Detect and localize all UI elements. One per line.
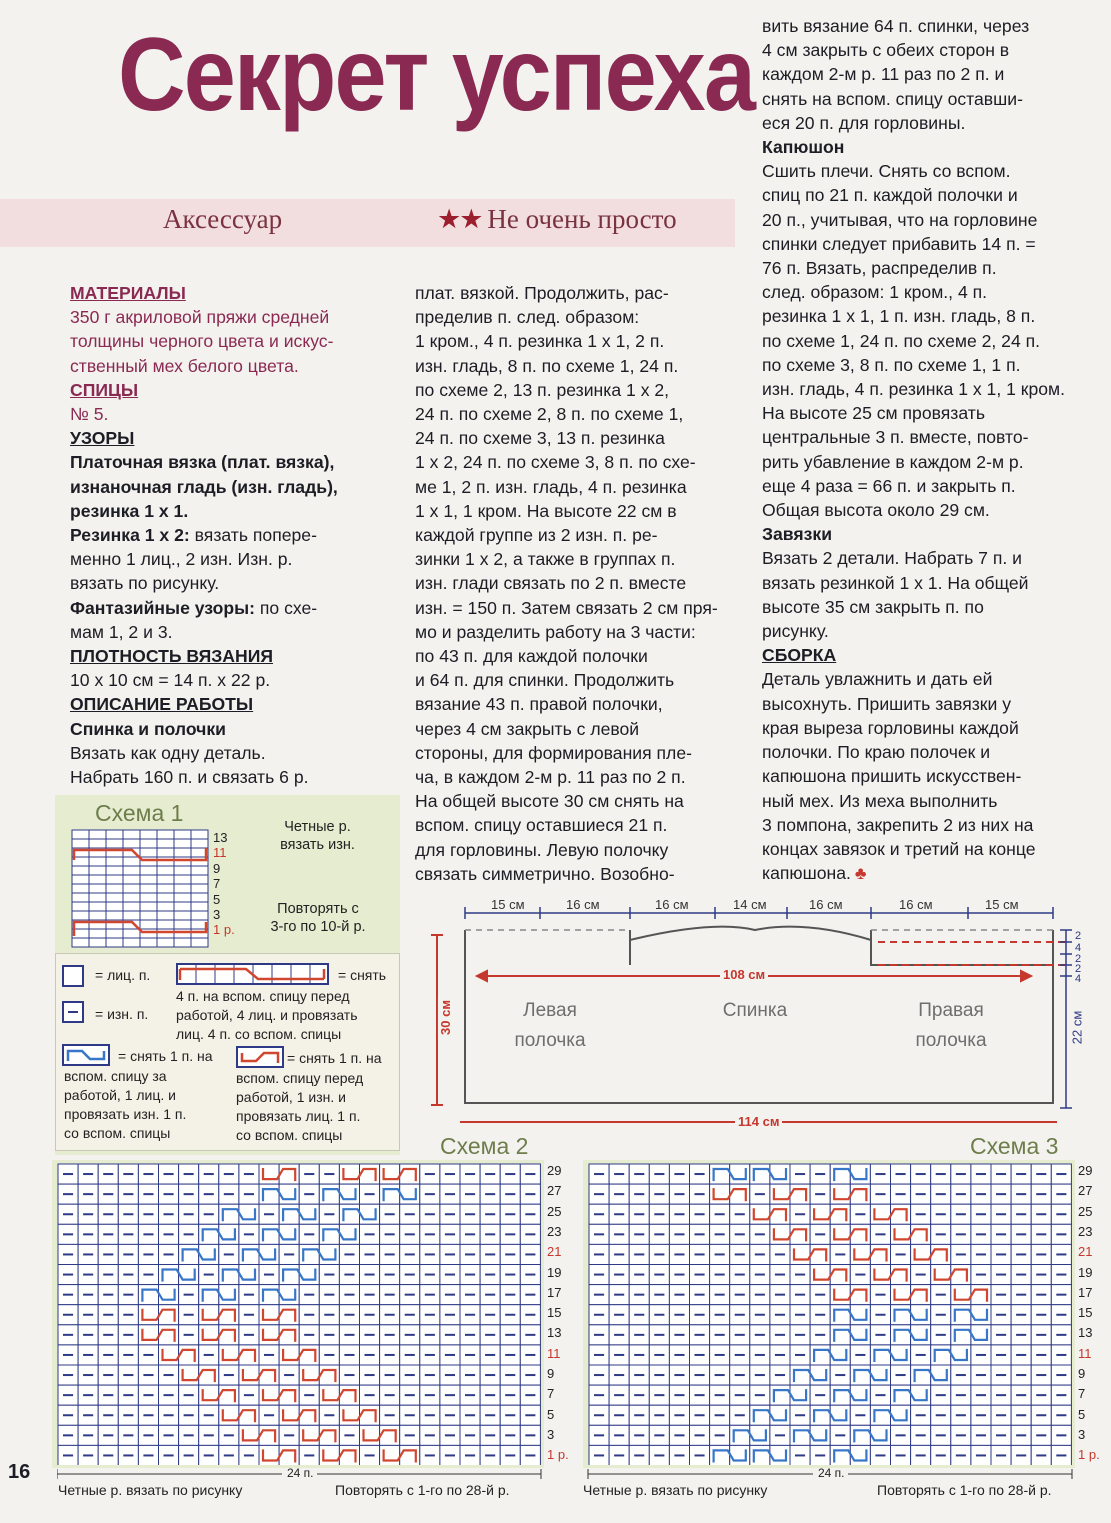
- text-line: спинки следует прибавить 14 п. =: [762, 233, 1036, 254]
- grid-cell: [123, 929, 140, 938]
- row-number: 29: [547, 1163, 562, 1178]
- materials-line: 350 г акриловой пряжи средней: [70, 307, 330, 328]
- text-line: еся 20 п. для горловины.: [762, 112, 966, 133]
- grid-cell: [191, 839, 208, 848]
- back-line: Вязать как одну деталь.: [70, 742, 266, 763]
- grid-cell: [174, 875, 191, 884]
- grid-cell: [89, 866, 106, 875]
- grid-cell: [140, 911, 157, 920]
- text-line: ча, в каждом 2-м р. 11 раз по 2 п.: [415, 767, 686, 788]
- side-mark: 2: [1075, 930, 1082, 942]
- grid-cell: [123, 839, 140, 848]
- row-number: 7: [547, 1386, 555, 1402]
- grid-cell: [123, 866, 140, 875]
- grid-cell: [123, 884, 140, 893]
- grid-cell: [140, 902, 157, 911]
- grid-cell: [157, 938, 174, 947]
- materials-line: толщины черного цвета и искус-: [70, 331, 334, 352]
- end-mark-icon: ♣: [854, 863, 867, 884]
- text-line: по 43 п. для каждой полочки: [415, 646, 648, 667]
- grid-cell: [106, 884, 123, 893]
- text-line: мо и разделить работу на 3 части:: [415, 621, 696, 642]
- text-line: стороны, для формирования пле-: [415, 742, 692, 763]
- grid-cell: [89, 839, 106, 848]
- legend-cable4-a: = снять: [338, 967, 387, 983]
- grid-cell: [89, 911, 106, 920]
- grid-cell: [157, 857, 174, 866]
- grid-cell: [72, 893, 89, 902]
- assembly-heading: СБОРКА: [762, 645, 837, 666]
- side-mark: 4: [1075, 973, 1082, 985]
- row-number: 5: [547, 1406, 555, 1422]
- row-number: 1 р.: [1078, 1447, 1100, 1463]
- row-number: 25: [547, 1203, 562, 1219]
- description-heading: ОПИСАНИЕ РАБОТЫ: [70, 694, 254, 715]
- text-line: для горловины. Левую полочку: [415, 839, 669, 860]
- scheme-2-title: Схема 2: [440, 1133, 529, 1159]
- grid-cell: [174, 911, 191, 920]
- grid-cell: [140, 830, 157, 839]
- width-segment-label: 16 см: [806, 897, 846, 912]
- height-22: 22 см: [1069, 1010, 1085, 1045]
- grid-cell: [89, 857, 106, 866]
- grid-cell: [89, 893, 106, 902]
- row-number: 3: [1078, 1426, 1086, 1442]
- fantasy-line: мам 1, 2 и 3.: [70, 621, 173, 642]
- difficulty-text: Не очень просто: [487, 204, 677, 234]
- text-line: плат. вязкой. Продолжить, рас-: [415, 283, 669, 303]
- row-number: 23: [547, 1223, 562, 1239]
- page-title: Секрет успеха: [118, 17, 755, 133]
- row-number: 29: [1078, 1163, 1093, 1178]
- grid-cell: [157, 866, 174, 875]
- grid-cell: [72, 884, 89, 893]
- text-line: 1 кром., 4 п. резинка 1 х 1, 2 п.: [415, 331, 665, 352]
- grid-cell: [157, 839, 174, 848]
- grid-cell: [191, 911, 208, 920]
- column-1: [70, 281, 385, 789]
- grid-cell: [72, 839, 89, 848]
- text-line: вязать резинкой 1 х 1. На общей: [762, 572, 1029, 593]
- text-line: 24 п. по схеме 2, 8 п. по схеме 1,: [415, 404, 684, 425]
- row-number: 3: [547, 1426, 555, 1442]
- text-line: На общей высоте 30 см снять на: [415, 791, 684, 812]
- scheme-2-note-repeat: Повторять с 1-го по 28-й р.: [335, 1482, 510, 1498]
- red-cross-symbol-icon: [236, 1046, 284, 1068]
- grid-cell: [106, 866, 123, 875]
- grid-cell: [106, 911, 123, 920]
- back-label: Спинка: [722, 1000, 788, 1021]
- stitch-count-lines: [57, 1466, 1077, 1482]
- grid-cell: [140, 893, 157, 902]
- rib-paragraph: Резинка 1 х 2: вязать попере-: [70, 525, 317, 546]
- row-number: 9: [1078, 1366, 1086, 1381]
- grid-cell: [123, 875, 140, 884]
- width-segment-label: 15 см: [488, 897, 528, 912]
- row-number: 25: [1078, 1203, 1093, 1219]
- grid-cell: [140, 920, 157, 929]
- text-line: капюшона пришить искусствен-: [762, 766, 1022, 787]
- patterns-heading: УЗОРЫ: [70, 428, 135, 449]
- legend-purl: = изн. п.: [95, 1006, 149, 1022]
- text-line: изн. гладь, 8 п. по схеме 1, 24 п.: [415, 355, 679, 376]
- scheme-3-stitch-count: 24 п.: [818, 1466, 845, 1480]
- grid-cell: [157, 893, 174, 902]
- text-line: 4 см закрыть с обеих сторон в: [762, 40, 1010, 61]
- width-segment-label: 16 см: [652, 897, 692, 912]
- legend-red-a: = снять 1 п. на: [287, 1050, 382, 1066]
- scheme-3-title: Схема 3: [970, 1133, 1059, 1159]
- grid-cell: [174, 839, 191, 848]
- text-line: капюшона.: [762, 863, 851, 884]
- row-number: 13: [1078, 1325, 1093, 1341]
- row-number: 21: [547, 1244, 562, 1260]
- row-number: 11: [547, 1345, 561, 1361]
- grid-cell: [72, 938, 89, 947]
- grid-cell: [123, 911, 140, 920]
- text-line: зинки 1 х 2, а также в группах п.: [415, 549, 676, 570]
- grid-cell: [89, 875, 106, 884]
- knit-symbol-icon: [62, 965, 84, 987]
- grid-cell: [72, 866, 89, 875]
- grid-cell: [140, 938, 157, 947]
- width-segment-label: 16 см: [563, 897, 603, 912]
- side-mark: 2: [1075, 953, 1082, 965]
- grid-cell: [106, 902, 123, 911]
- density-text: 10 х 10 см = 14 п. х 22 р.: [70, 670, 271, 691]
- grid-cell: [89, 902, 106, 911]
- grid-cell: [106, 857, 123, 866]
- grid-cell: [157, 875, 174, 884]
- grid-cell: [140, 929, 157, 938]
- cable-4-symbol-icon: [176, 963, 329, 985]
- grid-cell: [174, 857, 191, 866]
- text-line: центральные 3 п. вместе, повто-: [762, 427, 1029, 448]
- grid-cell: [174, 884, 191, 893]
- text-line: 1 х 1, 1 кром. На высоте 22 см в: [415, 500, 677, 521]
- row-number: 27: [1078, 1183, 1093, 1199]
- density-heading: ПЛОТНОСТЬ ВЯЗАНИЯ: [70, 646, 273, 667]
- scheme-2-grid: [57, 1163, 541, 1465]
- row-number: 3: [213, 907, 221, 922]
- text-line: еще 4 раза = 66 п. и закрыть п.: [762, 475, 1016, 496]
- rib-line: менно 1 лиц., 2 изн. Изн. р.: [70, 549, 293, 570]
- row-number: 11: [1078, 1345, 1092, 1361]
- text-line: изн. гладь, 4 п. резинка 1 х 1, 1 кром.: [762, 379, 1066, 400]
- grid-cell: [106, 839, 123, 848]
- text-line: по схеме 3, 8 п. по схеме 1, 1 п.: [762, 354, 1021, 375]
- grid-cell: [174, 866, 191, 875]
- grid-cell: [123, 938, 140, 947]
- scheme-1-note-even: Четные р. вязать изн.: [280, 819, 355, 853]
- row-number: 17: [547, 1284, 562, 1300]
- column-2: [415, 281, 730, 886]
- grid-cell: [174, 938, 191, 947]
- pattern-line: изнаночная гладь (изн. гладь),: [70, 476, 338, 497]
- legend-red-text: вспом. спицу перед работой, 1 изн. и провязать лиц. 1 п. со вспом. спицы: [236, 1070, 364, 1143]
- scheme-1-title: Схема 1: [95, 800, 184, 826]
- fantasy-paragraph: Фантазийные узоры: по схе-: [70, 597, 318, 618]
- grid-cell: [123, 857, 140, 866]
- text-line: высохнуть. Пришить завязки у: [762, 693, 1012, 714]
- grid-cell: [72, 875, 89, 884]
- text-line: след. образом: 1 кром., 4 п.: [762, 282, 988, 303]
- grid-cell: [72, 911, 89, 920]
- category-label: Аксессуар: [163, 204, 283, 234]
- grid-cell: [89, 884, 106, 893]
- row-number: 5: [213, 891, 221, 907]
- text-line: каждом 2-м р. 11 раз по 2 п. и: [762, 64, 1005, 85]
- text-line: Вязать 2 детали. Набрать 7 п. и: [762, 548, 1022, 569]
- scheme-1-note-repeat: Повторять с 3-го по 10-й р.: [270, 901, 366, 935]
- row-number: 7: [1078, 1386, 1086, 1402]
- text-line: ме 1, 2 п. изн. гладь, 4 п. резинка: [415, 476, 687, 497]
- text-line: каждой группе из 2 изн. п. ре-: [415, 525, 658, 546]
- grid-cell: [157, 848, 174, 857]
- scheme-3-grid: [588, 1163, 1072, 1465]
- grid-cell: [89, 929, 106, 938]
- row-number: 15: [547, 1305, 562, 1321]
- grid-cell: [123, 830, 140, 839]
- grid-cell: [106, 875, 123, 884]
- text-line: концах завязок и третий на конце: [762, 838, 1036, 859]
- left-front-label: Левая полочка: [514, 1000, 586, 1051]
- text-line: по схеме 1, 24 п. по схеме 2, 24 п.: [762, 330, 1041, 351]
- row-number: 27: [547, 1183, 562, 1199]
- grid-cell: [191, 884, 208, 893]
- grid-cell: [174, 830, 191, 839]
- row-number: 11: [213, 845, 227, 861]
- text-line: по схеме 2, 13 п. резинка 1 х 2,: [415, 379, 670, 400]
- width-segment-label: 14 см: [730, 897, 770, 912]
- grid-cell: [140, 848, 157, 857]
- text-line: ный мех. Из меха выполнить: [762, 790, 998, 811]
- width-segment-label: 16 см: [896, 897, 936, 912]
- grid-cell: [89, 938, 106, 947]
- grid-cell: [157, 830, 174, 839]
- page-number: 16: [8, 1461, 31, 1483]
- grid-cell: [140, 884, 157, 893]
- scheme-1-grid: [70, 828, 210, 948]
- row-number: 19: [1078, 1264, 1093, 1280]
- text-line: вить вязание 64 п. спинки, через: [762, 16, 1030, 36]
- text-line: 76 п. Вязать, распределив п.: [762, 258, 997, 279]
- legend-knit: = лиц. п.: [95, 967, 151, 983]
- back-heading: Спинка и полочки: [70, 718, 226, 739]
- hood-heading: Капюшон: [762, 137, 845, 158]
- materials-line: ственный мех белого цвета.: [70, 355, 299, 376]
- grid-cell: [106, 893, 123, 902]
- purl-symbol-icon: [62, 1001, 84, 1023]
- pattern-line: резинка 1 х 1.: [70, 500, 189, 521]
- row-number: 21: [1078, 1244, 1093, 1260]
- grid-cell: [123, 902, 140, 911]
- scheme-2-note-even: Четные р. вязать по рисунку: [58, 1482, 243, 1498]
- grid-cell: [106, 929, 123, 938]
- text-line: связать симметрично. Возобно-: [415, 863, 675, 884]
- rib-line: вязать по рисунку.: [70, 573, 220, 594]
- text-line: через 4 см закрыть с левой: [415, 718, 640, 739]
- legend-blue-a: = снять 1 п. на: [118, 1048, 213, 1064]
- difficulty-label: [437, 204, 677, 235]
- grid-cell: [157, 920, 174, 929]
- row-number: 17: [1078, 1284, 1093, 1300]
- grid-cell: [106, 938, 123, 947]
- side-mark: 2: [1075, 963, 1082, 975]
- legend-blue-text: вспом. спицу за работой, 1 лиц. и провязать изн. 1 п. со вспом. спицы: [64, 1068, 187, 1141]
- grid-cell: [174, 902, 191, 911]
- row-number: 1 р.: [213, 922, 235, 938]
- text-line: рисунку.: [762, 621, 829, 642]
- grid-cell: [191, 938, 208, 947]
- materials-heading: МАТЕРИАЛЫ: [70, 283, 186, 303]
- legend-cable4-text: 4 п. на вспом. спицу перед работой, 4 лиц. и провязать лиц. 4 п. со вспом. спицы: [176, 988, 358, 1042]
- width-108: 108 см: [720, 967, 768, 982]
- grid-cell: [72, 902, 89, 911]
- row-number: 1 р.: [547, 1447, 569, 1463]
- grid-cell: [157, 902, 174, 911]
- text-line: изн. глади связать по 2 п. вместе: [415, 573, 687, 594]
- row-number: 13: [547, 1325, 562, 1341]
- needles-heading: СПИЦЫ: [70, 379, 139, 400]
- text-line: вязание 43 п. правой полочки,: [415, 694, 663, 715]
- text-line: 3 помпона, закрепить 2 из них на: [762, 814, 1034, 835]
- row-number: 13: [213, 830, 228, 845]
- grid-cell: [89, 830, 106, 839]
- grid-cell: [174, 929, 191, 938]
- text-line: 24 п. по схеме 3, 13 п. резинка: [415, 428, 665, 449]
- column-3: [762, 14, 1077, 885]
- scheme-3-note-even: Четные р. вязать по рисунку: [583, 1482, 768, 1498]
- text-line: полочки. По краю полочек и: [762, 742, 991, 763]
- text-line: 1 х 2, 24 п. по схеме 3, 8 п. по схе-: [415, 452, 696, 473]
- back-line: Набрать 160 п. и связать 6 р.: [70, 767, 309, 788]
- grid-cell: [157, 911, 174, 920]
- pattern-line: Платочная вязка (плат. вязка),: [70, 452, 335, 473]
- text-line: рить убавление в каждом 2-м р.: [762, 451, 1024, 472]
- text-line: края выреза горловины каждой: [762, 717, 1019, 738]
- row-number: 15: [1078, 1305, 1093, 1321]
- grid-cell: [72, 830, 89, 839]
- grid-cell: [191, 893, 208, 902]
- ties-heading: Завязки: [762, 524, 833, 545]
- row-number: 9: [547, 1366, 555, 1381]
- row-number: 23: [1078, 1223, 1093, 1239]
- row-number: 5: [1078, 1406, 1086, 1422]
- grid-cell: [191, 902, 208, 911]
- blue-cross-symbol-icon: [62, 1044, 110, 1066]
- text-line: и 64 п. для спинки. Продолжить: [415, 670, 675, 691]
- height-30: 30 см: [438, 997, 453, 1038]
- grid-cell: [140, 839, 157, 848]
- side-mark: 4: [1075, 942, 1082, 954]
- star-icon: ★★: [437, 204, 482, 234]
- text-line: изн. = 150 п. Затем связать 2 см пря-: [415, 597, 718, 618]
- width-segment-label: 15 см: [982, 897, 1022, 912]
- scheme-2-stitch-count: 24 п.: [287, 1466, 314, 1480]
- grid-cell: [157, 884, 174, 893]
- right-front-label: Правая полочка: [915, 1000, 987, 1051]
- grid-cell: [174, 848, 191, 857]
- needles-text: № 5.: [70, 404, 109, 425]
- row-number: 19: [547, 1264, 562, 1280]
- grid-cell: [106, 830, 123, 839]
- text-line: Деталь увлажнить и дать ей: [762, 669, 993, 690]
- text-line: снять на вспом. спицу оставши-: [762, 88, 1023, 109]
- grid-cell: [140, 866, 157, 875]
- grid-cell: [140, 875, 157, 884]
- row-number: 7: [213, 876, 221, 892]
- text-line: высоте 35 см закрыть п. по: [762, 596, 984, 617]
- text-line: пределив п. след. образом:: [415, 307, 640, 328]
- width-114: 114 см: [735, 1114, 782, 1129]
- grid-cell: [123, 893, 140, 902]
- text-line: спиц по 21 п. каждой полочки и: [762, 185, 1018, 206]
- text-line: На высоте 25 см провязать: [762, 403, 985, 424]
- grid-cell: [191, 830, 208, 839]
- row-number: 9: [213, 860, 221, 876]
- grid-cell: [157, 929, 174, 938]
- text-line: Общая высота около 29 см.: [762, 500, 990, 521]
- text-line: 20 п., учитывая, что на горловине: [762, 209, 1038, 230]
- text-line: Сшить плечи. Снять со вспом.: [762, 161, 1011, 182]
- grid-cell: [191, 875, 208, 884]
- grid-cell: [140, 857, 157, 866]
- scheme-3-note-repeat: Повторять с 1-го по 28-й р.: [877, 1482, 1052, 1498]
- text-line: вспом. спицу оставшиеся 21 п.: [415, 815, 668, 836]
- grid-cell: [174, 893, 191, 902]
- grid-cell: [174, 920, 191, 929]
- text-line: резинка 1 х 1, 1 п. изн. гладь, 8 п.: [762, 306, 1036, 327]
- grid-cell: [191, 866, 208, 875]
